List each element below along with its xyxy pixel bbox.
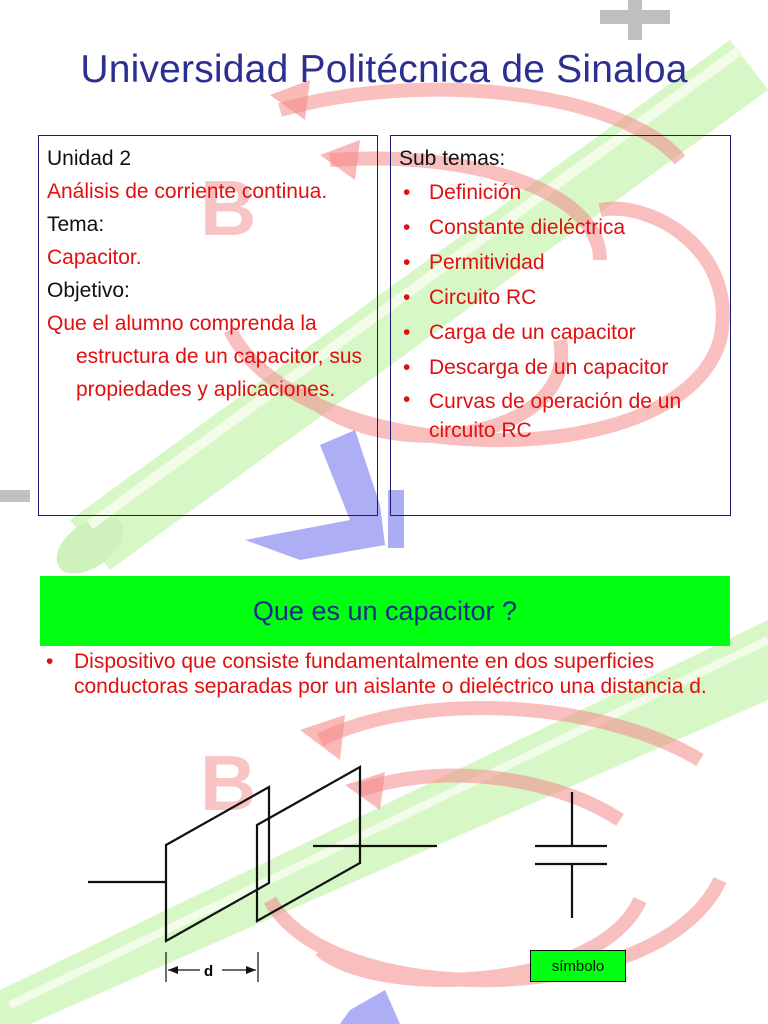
unit-label: Unidad 2 <box>47 147 132 170</box>
list-item: • Permitividad <box>399 245 722 280</box>
bullet-icon: • <box>403 321 411 344</box>
arrow-right-icon <box>246 966 256 974</box>
topic-value: Capacitor. <box>47 246 142 269</box>
bullet-icon: • <box>403 216 411 239</box>
left-plate <box>166 787 269 941</box>
bullet-icon: • <box>403 388 411 411</box>
page-title: Universidad Politécnica de Sinaloa <box>80 48 688 91</box>
bullet-icon: • <box>403 181 411 204</box>
symbol-label: símbolo <box>530 950 626 982</box>
list-item: • Definición <box>399 175 722 210</box>
distance-label: d <box>204 963 214 980</box>
unit-value: Análisis de corriente continua. <box>47 180 328 203</box>
topic-label: Tema: <box>47 213 105 236</box>
bullet-icon: • <box>403 286 411 309</box>
subtopics-heading: Sub temas: <box>399 147 506 170</box>
field-letter-bottom: B <box>200 739 257 827</box>
bullet-icon: • <box>46 650 54 673</box>
section-title: Que es un capacitor ? <box>252 595 518 626</box>
right-plate <box>257 767 360 921</box>
objective-value: Que el alumno comprenda la estructura de un capacitor, sus propiedades y aplicaciones. <box>47 312 362 401</box>
list-item: • Curvas de operación de un circuito RC <box>399 385 722 445</box>
field-letter-top: B <box>200 164 257 252</box>
bullet-icon: • <box>403 251 411 274</box>
list-item: • Constante dieléctrica <box>399 210 722 245</box>
list-item: • Circuito RC <box>399 280 722 315</box>
objective-label: Objetivo: <box>47 279 130 302</box>
definition-text: Dispositivo que consiste fundamentalmente en dos superficies conductoras separadas por un aislante o dieléctrico una distancia d. <box>74 650 707 698</box>
list-item: • Descarga de un capacitor <box>399 350 722 385</box>
arrow-left-icon <box>168 966 178 974</box>
capacitor-symbol <box>535 792 607 918</box>
bullet-icon: • <box>403 356 411 379</box>
list-item: • Carga de un capacitor <box>399 315 722 350</box>
